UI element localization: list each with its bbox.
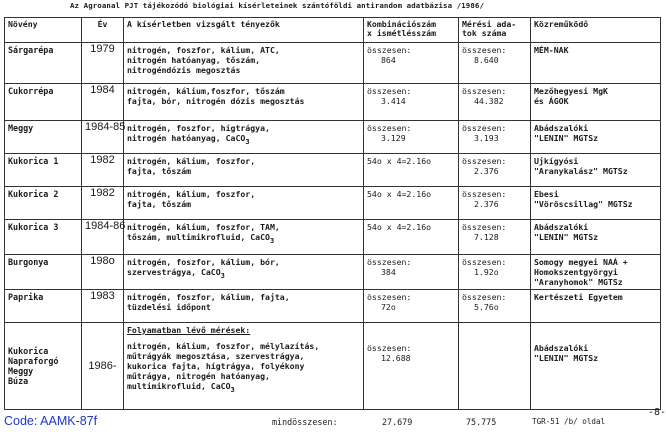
cell-plant: Kukorica 2 (5, 187, 82, 220)
factor-line: nitrogén, kálium, foszfor, mélylazítás, (127, 341, 320, 351)
document-caption: Az Agroanal PJT tájékozódó biológiai kísérleteinek szántóföldi antirandom adatbázisa /1986/ (70, 1, 485, 10)
cooperator-line: "LENIN" MGTSz (534, 133, 599, 143)
cell-measurements (459, 121, 531, 154)
factor-line: nitrogén hatóanyag, CaCO (127, 133, 246, 143)
header-measurements-line-2: tok száma (462, 28, 507, 38)
table-row (5, 84, 661, 121)
combinations-line: 384 (381, 267, 396, 277)
cell-cooperator (531, 220, 661, 255)
header-cooperator: Közreműködő (531, 18, 661, 43)
cooperator-line: Kertészeti Egyetem (534, 292, 623, 302)
cooperator-line: Ebesi (534, 189, 559, 199)
subscript-3: 3 (245, 138, 250, 146)
cell-cooperator (531, 323, 661, 410)
combinations-line: összesen: (367, 86, 412, 96)
cell-plant: Paprika (5, 290, 82, 323)
cell-factors (124, 290, 364, 323)
experiment-table (4, 17, 661, 410)
cell-combinations (364, 84, 459, 121)
cell-plant: Cukorrépa (5, 84, 82, 121)
combinations-line: 54o x 4=2.16o (367, 189, 432, 199)
table-header-row (5, 18, 661, 43)
combinations-line: 864 (381, 55, 396, 65)
header-measurements-line-1: Mérési ada- (462, 19, 517, 29)
factor-line: nitrogéndózis megosztás (127, 65, 241, 75)
cell-measurements (459, 323, 531, 410)
factor-line: nitrogén, kálium, foszfor, (127, 189, 256, 199)
factor-line: nitrogén, kálium, foszfor, (127, 156, 256, 166)
measurements-line: összesen: (462, 86, 507, 96)
combinations-line: összesen: (367, 45, 412, 55)
factor-line: tüzdelési időpont (127, 302, 211, 312)
factor-line: multimikrofluid, CaCO (127, 381, 231, 391)
measurements-line: 8.640 (474, 55, 499, 65)
measurements-line: összesen: (462, 222, 507, 232)
document-code: Code: AAMK-87f (4, 414, 98, 428)
cell-cooperator (531, 154, 661, 187)
cooperator-line: Mezőhegyesi MgK (534, 86, 608, 96)
cooperator-line: "LENIN" MGTSz (534, 353, 599, 363)
table-row (5, 220, 661, 255)
cell-cooperator (531, 43, 661, 84)
cell-factors (124, 121, 364, 154)
cell-combinations (364, 290, 459, 323)
factor-line: fajta, bór, nitrogén dózis megosztás (127, 96, 305, 106)
cell-cooperator (531, 187, 661, 220)
cell-measurements (459, 43, 531, 84)
cell-year: 1984-85 (82, 121, 124, 154)
cell-plant: Meggy (5, 121, 82, 154)
cell-factors (124, 84, 364, 121)
factor-line: kukorica fajta, hígtrágya, folyékony (127, 361, 305, 371)
cell-combinations (364, 323, 459, 410)
cooperator-line: Homokszentgyörgyi (534, 267, 618, 277)
header-factors: A kísérletben vizsgált tényezők (124, 18, 364, 43)
table-row (5, 187, 661, 220)
cell-plant: Kukorica 3 (5, 220, 82, 255)
subscript-3: 3 (269, 237, 275, 245)
in-progress-heading: Folyamatban lévő mérések: (127, 325, 251, 335)
cell-cooperator (531, 84, 661, 121)
cell-factors (124, 323, 364, 410)
header-combinations (364, 18, 459, 43)
header-combinations-line-1: Kombinációszám (367, 19, 437, 29)
footer-reference: TGR-51 /b/ oldal (532, 417, 606, 426)
footer-total-label: mindösszesen: (272, 417, 338, 427)
factor-line: műtrágyák megosztása, szervestrágya, (127, 351, 305, 361)
cell-year: 1984-86 (82, 220, 124, 255)
table-row (5, 154, 661, 187)
combinations-line: összesen: (367, 257, 412, 267)
cell-measurements (459, 154, 531, 187)
table-row (5, 255, 661, 290)
cell-plant (5, 323, 82, 410)
combinations-line: 3.414 (381, 96, 406, 106)
plant-name: Meggy (8, 366, 34, 376)
cell-measurements (459, 290, 531, 323)
cell-combinations (364, 187, 459, 220)
cell-cooperator (531, 121, 661, 154)
measurements-line: 3.193 (474, 133, 499, 143)
table-row (5, 290, 661, 323)
cell-cooperator (531, 290, 661, 323)
cooperator-line: Abádszalóki (534, 222, 589, 232)
cell-cooperator (531, 255, 661, 290)
factor-line: tőszám, multimikrofluid, CaCO (127, 232, 270, 242)
cell-combinations (364, 121, 459, 154)
cell-year: 198o (82, 255, 124, 290)
combinations-line: 54o x 4=2.16o (367, 156, 432, 166)
measurements-line: 5.76o (474, 302, 499, 312)
header-year: Év (82, 18, 124, 43)
measurements-line: összesen: (462, 292, 507, 302)
table-body (5, 43, 661, 410)
combinations-line: összesen: (367, 343, 412, 353)
cell-plant: Kukorica 1 (5, 154, 82, 187)
factor-line: szervestrágya, CaCO (127, 267, 221, 277)
subscript-3: 3 (220, 272, 225, 280)
combinations-line: összesen: (367, 292, 412, 302)
combinations-line: 54o x 4=2.16o (367, 222, 432, 232)
measurements-line: összesen: (462, 156, 507, 166)
cell-year: 1984 (82, 84, 124, 121)
combinations-line: összesen: (367, 123, 412, 133)
factor-line: nitrogén hatóanyag, tőszám, (127, 55, 261, 65)
measurements-line: 2.376 (474, 166, 499, 176)
combinations-line: 3.129 (381, 133, 406, 143)
cell-factors (124, 154, 364, 187)
plant-name: Kukorica (8, 346, 49, 356)
measurements-line: 1.92o (474, 267, 499, 277)
cell-measurements (459, 84, 531, 121)
cell-measurements (459, 187, 531, 220)
table-row (5, 43, 661, 84)
table-row (5, 323, 661, 410)
measurements-line: 44.382 (474, 96, 504, 106)
cooperator-line: és ÁGOK (534, 96, 569, 106)
factor-line: nitrogén, foszfor, kálium, bór, (127, 257, 280, 267)
cell-factors (124, 43, 364, 84)
cell-factors (124, 255, 364, 290)
measurements-line: összesen: (462, 189, 507, 199)
footer-total-measurements: 75.775 (466, 417, 497, 427)
measurements-line: összesen: (462, 123, 507, 133)
plant-name: Búza (8, 376, 29, 386)
factor-line: nitrogén, foszfor, kálium, ATC, (127, 45, 280, 55)
factor-line: fajta, tőszám (127, 166, 192, 176)
cooperator-line: Abádszalóki (534, 123, 589, 133)
cooperator-line: "LENIN" MGTSz (534, 232, 599, 242)
header-plant: Növény (5, 18, 82, 43)
page-mark: -8- (648, 407, 666, 418)
measurements-line: 7.128 (474, 232, 499, 242)
factor-line: nitrogén, kálium,foszfor, tőszám (127, 86, 285, 96)
table-row (5, 121, 661, 154)
cell-combinations (364, 154, 459, 187)
cell-plant: Burgonya (5, 255, 82, 290)
combinations-line: 72o (381, 302, 396, 312)
cell-year: 1982 (82, 154, 124, 187)
cell-factors (124, 220, 364, 255)
header-measurements (459, 18, 531, 43)
cooperator-line: Somogy megyei NAÁ + (534, 257, 628, 267)
cell-combinations (364, 220, 459, 255)
footer-total-combinations: 27.679 (382, 417, 413, 427)
cooperator-line: "Vöröscsillag" MGTSz (534, 199, 633, 209)
factor-line: nitrogén, foszfor, hígtrágya, (127, 123, 270, 133)
cell-year: 1982 (82, 187, 124, 220)
cooperator-line: MÉM-NAK (534, 45, 569, 55)
cell-combinations (364, 255, 459, 290)
cell-year: 1979 (82, 43, 124, 84)
plant-name: Napraforgó (8, 356, 59, 366)
cell-measurements (459, 255, 531, 290)
measurements-line: összesen: (462, 257, 507, 267)
measurements-line: 2.376 (474, 199, 499, 209)
combinations-line: 12.688 (381, 353, 411, 363)
cell-factors (124, 187, 364, 220)
cooperator-line: "Aranyhomok" MGTSz (534, 277, 623, 287)
cell-measurements (459, 220, 531, 255)
cooperator-line: "Aranykalász" MGTSz (534, 166, 628, 176)
cell-plant: Sárgarépa (5, 43, 82, 84)
cooperator-line: Ujkígyósi (534, 156, 579, 166)
cell-combinations (364, 43, 459, 84)
measurements-line: összesen: (462, 45, 507, 55)
factor-line: nitrogén, kálium, foszfor, TAM, (127, 222, 280, 232)
factor-line: nitrogén, foszfor, kálium, fajta, (127, 292, 290, 302)
cell-year: 1983 (82, 290, 124, 323)
cooperator-line: Abádszalóki (534, 343, 589, 353)
factor-line: műtrágya, nitrogén hatóanyag, (127, 371, 270, 381)
header-combinations-line-2: x ismétlésszám (367, 28, 437, 38)
subscript-3: 3 (230, 386, 235, 394)
cell-year: 1986- (82, 323, 124, 410)
factor-line: fajta, tőszám (127, 199, 192, 209)
